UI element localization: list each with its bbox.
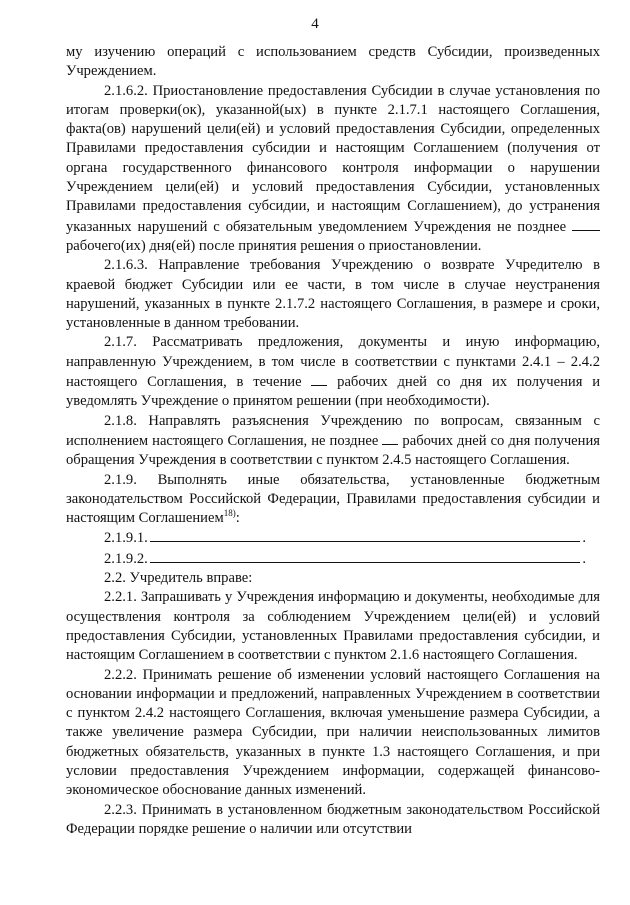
- footnote-marker: 18): [223, 508, 236, 519]
- paragraph-continuation: му изучению операций с использованием средств Субсидии, произведенных Учреждением.: [66, 44, 600, 80]
- paragraph-2-1-6-2: [66, 82, 600, 257]
- paragraph-2-2: 2.2. Учредитель вправе:: [104, 570, 253, 587]
- blank-field: [572, 217, 600, 231]
- paragraph-text: 2.1.8. Направлять разъяснения Учреждению по вопросам, связанным с исполнением настоящего Соглашения, не позднее: [66, 412, 600, 449]
- paragraph-2-1-8: [66, 412, 600, 471]
- paragraph-text-tail: рабочих дней со дня получения обращения Учреждения в соответствии с пунктом 2.4.5 настоящего Соглашения.: [66, 432, 600, 469]
- paragraph-text: 2.1.9. Выполнять иные обязательства, установленные бюджетным законодательством Российской Федерации, Правилами предоставления субсидии и настоящим Соглашением: [66, 471, 600, 527]
- blank-field: [382, 431, 398, 445]
- paragraph-text: 2.1.7. Рассматривать предложения, документы и иную информацию, направленную Учреждением, в том числе в соответствии с пунктами 2.4.1 – 2.4.2 настоящего Соглашения, в течение: [66, 334, 600, 391]
- page-number: 4: [311, 16, 319, 32]
- item-number: 2.1.9.1.: [104, 530, 148, 547]
- paragraph-2-2-2: 2.2.2. Принимать решение об изменении условий настоящего Соглашения на основании информации и предложений, направленных Учреждением в соответствии с пунктом 2.4.2 настоящего Соглашения, включая уменьшение размера Субсидии, а также увеличение размера Субсидии, при наличии неиспользованных лимитов бюджетных обязательств, указанных в пункте 1.3 настоящего Соглашения, и при условии предоставления Учреждением информации, содержащей финансово-экономическое обоснование данных изменений.: [66, 666, 600, 799]
- paragraph-text-tail: рабочих дней со дня их получения и уведомлять Учреждение о принятом решении (при необходимости).: [66, 374, 601, 410]
- paragraph-text: 2.1.6.2. Приостановление предоставления Субсидии в случае установления по итогам проверки(ок), указанной(ых) в пункте 2.1.7.1 настоящего Соглашения, факта(ов) нарушений цели(ей) и условий предоставления Субсидии, определенных Правилами предоставления субсидии и настоящим Соглашением (получения от органа государственного финансового контроля информации о нарушении Учреждением цели(ей) и условий предоставления Субсидии, установленных Правилами предоставления субсидии, и настоящим Соглашением), до устранения указанных нарушений с обязательным уведомлением Учреждения не позднее: [66, 82, 600, 235]
- paragraph-colon: :: [235, 510, 240, 527]
- item-period: .: [582, 530, 586, 547]
- item-period: .: [582, 550, 586, 567]
- paragraph-2-1-6-3: 2.1.6.3. Направление требования Учреждению о возврате Учредителю в краевой бюджет Субсидии или ее части, в том числе в случае неустранения нарушений, указанных в пункте 2.1.7.2 настоящего Соглашения, в размере и сроки, установленные в данном требовании.: [66, 257, 600, 332]
- fill-line-2-1-9-1: [66, 528, 600, 548]
- paragraph-2-2-3: 2.2.3. Принимать в установленном бюджетным законодательством Российской Федерации порядке решение о наличии или отсутствии: [66, 801, 600, 837]
- fill-line-2-1-9-2: [66, 549, 600, 569]
- fill-rule: [150, 528, 581, 542]
- paragraph-2-2-1: 2.2.1. Запрашивать у Учреждения информацию и документы, необходимые для осуществления контроля за соблюдением Учреждением цели(ей) и условий предоставления Субсидии, установленных Правилами предоставления субсидии, и настоящим Соглашением в соответствии с пунктом 2.1.6 настоящего Соглашения.: [66, 589, 600, 664]
- paragraph-2-1-9: [66, 471, 600, 529]
- document-body: [66, 43, 600, 839]
- paragraph-text-tail: рабочего(их) дня(ей) после принятия решения о приостановлении.: [66, 237, 482, 254]
- fill-rule: [150, 549, 581, 563]
- item-number: 2.1.9.2.: [104, 550, 148, 567]
- paragraph-2-1-7: [66, 333, 600, 411]
- blank-field: [311, 372, 327, 386]
